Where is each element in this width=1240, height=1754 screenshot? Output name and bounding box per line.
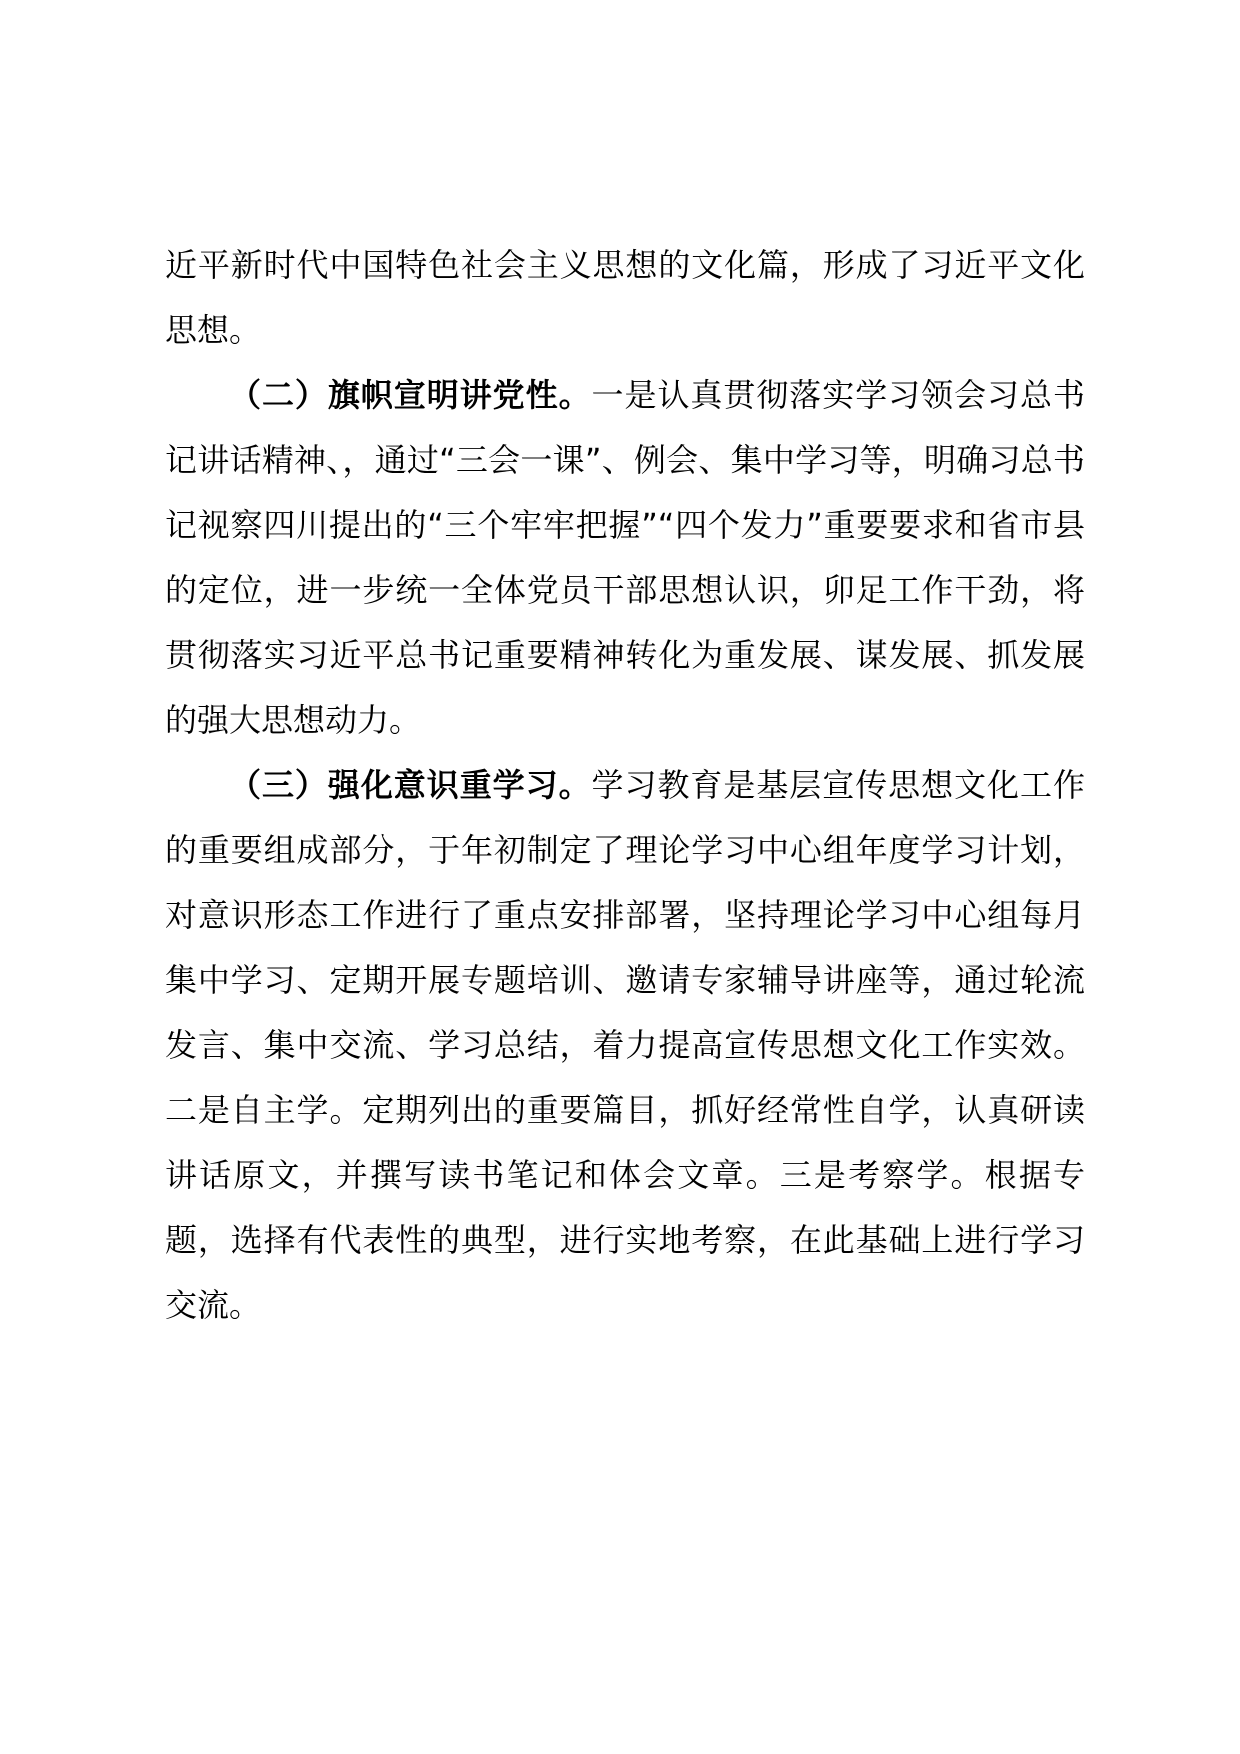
section-heading: （三）强化意识重学习。	[229, 766, 592, 804]
paragraph-section-2	[165, 363, 1085, 753]
paragraph-continuation	[165, 233, 1085, 363]
paragraph-text: 一是认真贯彻落实学习领会习总书记讲话精神、，通过“三会一课”、例会、集中学习等，明确习总书记视察四川提出的“三个牢牢把握”“四个发力”重要要求和省市县的定位，进一步统一全体党员干部思想认识，卯足工作干劲，将贯彻落实习近平总书记重要精神转化为重发展、谋发展、抓发展的强大思想动力。	[165, 376, 1085, 739]
paragraph-section-3	[165, 753, 1085, 1338]
paragraph-text: 近平新时代中国特色社会主义思想的文化篇，形成了习近平文化思想。	[165, 246, 1085, 349]
section-heading: （二）旗帜宣明讲党性。	[229, 376, 592, 414]
document-body	[165, 233, 1085, 1338]
paragraph-text: 学习教育是基层宣传思想文化工作的重要组成部分，于年初制定了理论学习中心组年度学习计划，对意识形态工作进行了重点安排部署，坚持理论学习中心组每月集中学习、定期开展专题培训、邀请专家辅导讲座等，通过轮流发言、集中交流、学习总结，着力提高宣传思想文化工作实效。二是自主学。定期列出的重要篇目，抓好经常性自学，认真研读讲话原文，并撰写读书笔记和体会文章。三是考察学。根据专题，选择有代表性的典型，进行实地考察，在此基础上进行学习交流。	[165, 766, 1085, 1324]
